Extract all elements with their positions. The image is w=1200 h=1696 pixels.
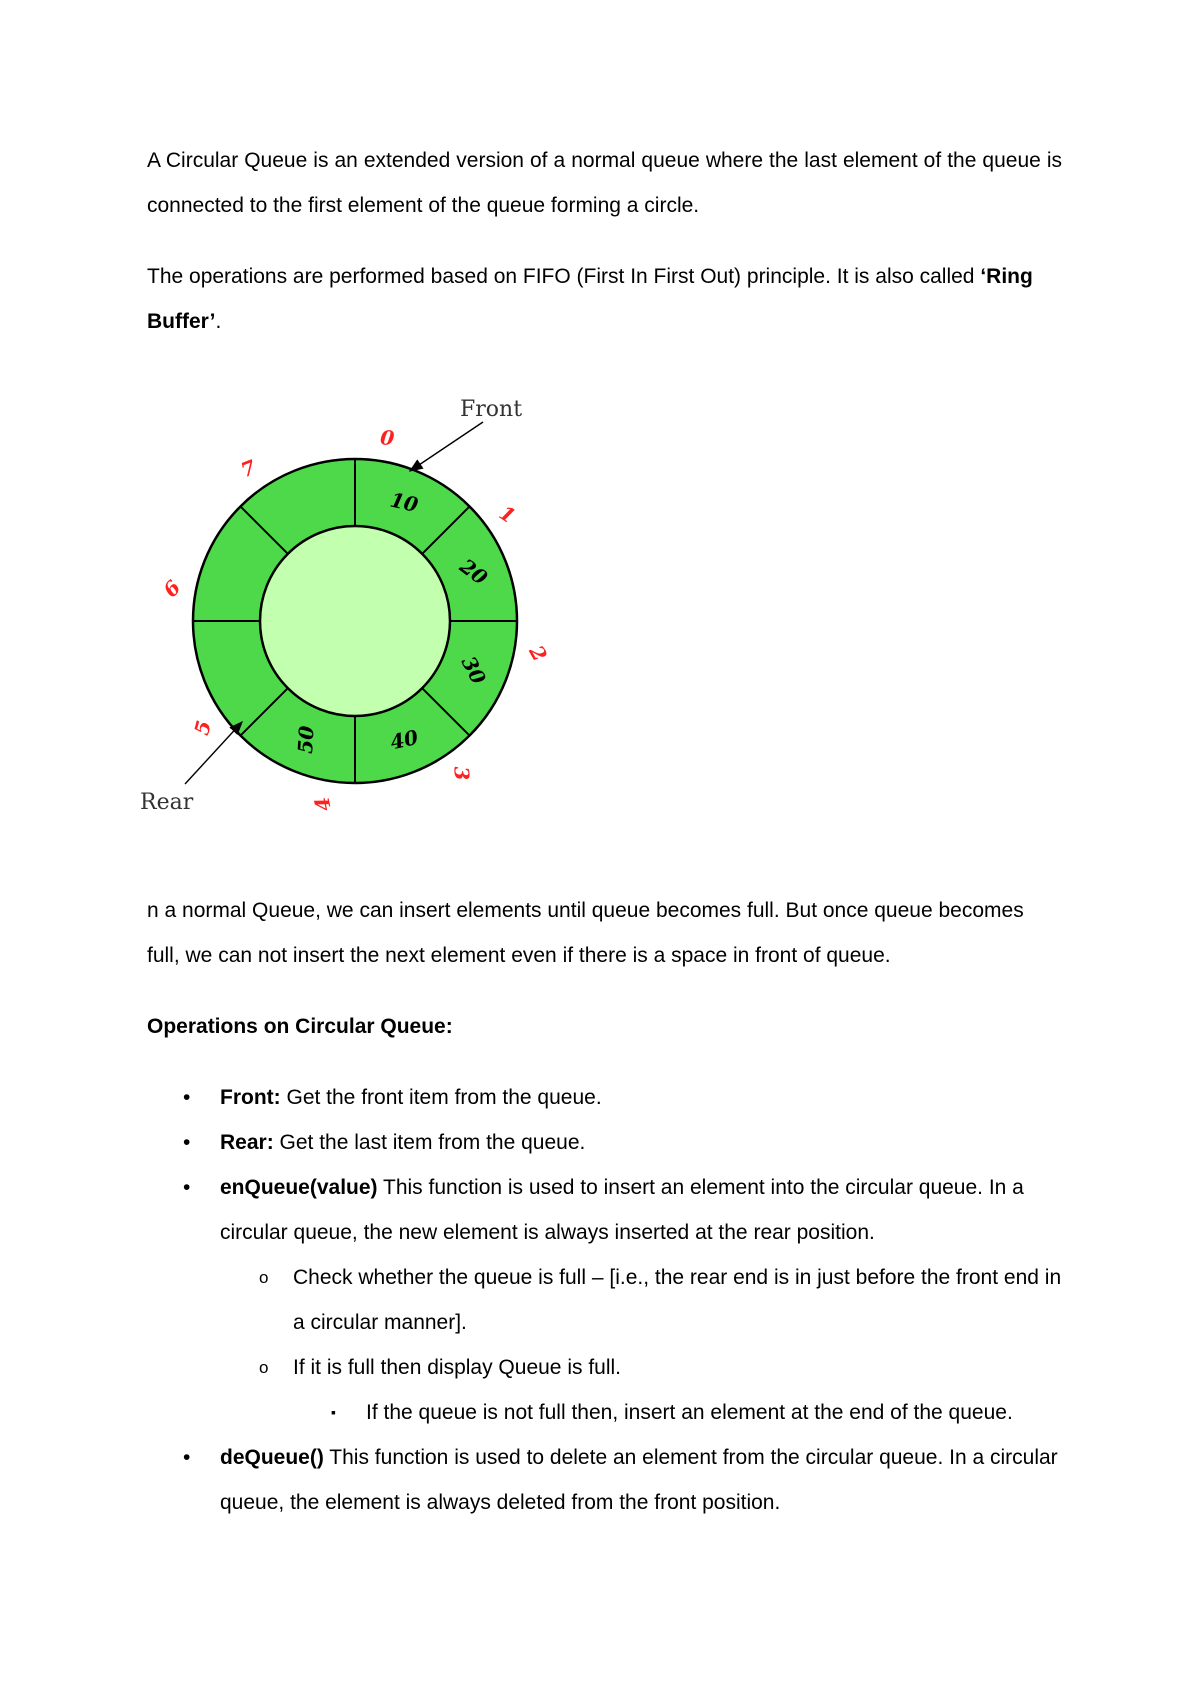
operation-text: This function is used to delete an element from the circular queue. In a circular queue, the element is always deleted from the front position. (220, 1446, 1058, 1514)
operation-enqueue (147, 1165, 1062, 1435)
slot-index: 6 (158, 575, 186, 602)
operation-label: deQueue() (220, 1446, 324, 1469)
operation-rear (147, 1120, 1062, 1165)
slot-value: 30 (456, 652, 491, 689)
enqueue-steps (220, 1255, 1062, 1435)
queue-center (260, 526, 450, 716)
circular-queue-diagram (140, 382, 1062, 862)
slot-index: 1 (494, 500, 520, 529)
enqueue-substeps (293, 1390, 1062, 1435)
operations-list (147, 1075, 1062, 1525)
operation-label: Front: (220, 1086, 281, 1109)
enqueue-substep: ▪ If the queue is not full then, insert an element at the end of the queue. (293, 1390, 1062, 1435)
slot-value: 20 (455, 553, 493, 590)
rear-label: Rear (140, 790, 194, 815)
slot-value: 10 (388, 487, 421, 517)
slot-index: 0 (379, 425, 396, 451)
front-label: Front (460, 397, 523, 422)
operation-text: This function is used to insert an element into the circular queue. In a circular queue, the new element is always inserted at the rear position. (220, 1176, 1024, 1244)
slot-index: 2 (524, 641, 553, 666)
slot-index: 7 (237, 454, 260, 483)
normal-queue-paragraph: n a normal Queue, we can insert elements until queue becomes full. But once queue becomes full, we can not insert the next element even if there is a space in front of queue. (147, 899, 1024, 967)
slot-value: 40 (388, 725, 421, 755)
document-page (140, 138, 1062, 1525)
fifo-text: The operations are performed based on FIFO (First In First Out) principle. It is also called (147, 265, 981, 288)
operation-front (147, 1075, 1062, 1120)
operation-label: enQueue(value) (220, 1176, 378, 1199)
operation-label: Rear: (220, 1131, 274, 1154)
slot-index: 4 (309, 794, 336, 814)
enqueue-step (220, 1345, 1062, 1435)
fifo-period: . (215, 310, 222, 333)
enqueue-step: o Check whether the queue is full – [i.e., the rear end is in just before the front end in a circular manner]. (220, 1255, 1062, 1345)
intro-paragraph: A Circular Queue is an extended version of a normal queue where the last element of the queue is connected to the first element of the queue forming a circle. (147, 149, 1062, 217)
slot-index: 5 (189, 717, 217, 738)
slot-index: 3 (449, 765, 475, 781)
operation-text: Get the front item from the queue. (280, 1086, 602, 1109)
circular-queue-svg (140, 382, 1062, 862)
operation-dequeue (147, 1435, 1062, 1525)
operation-text: Get the last item from the queue. (273, 1131, 586, 1154)
fifo-paragraph (147, 254, 1062, 344)
front-arrow (410, 422, 483, 471)
enqueue-step-text: If it is full then display Queue is full. (293, 1356, 621, 1379)
slot-value: 50 (293, 725, 319, 755)
operations-heading: Operations on Circular Queue: (147, 1015, 453, 1038)
ring-buffer-term: ‘Ring Buffer’ (147, 265, 1033, 333)
